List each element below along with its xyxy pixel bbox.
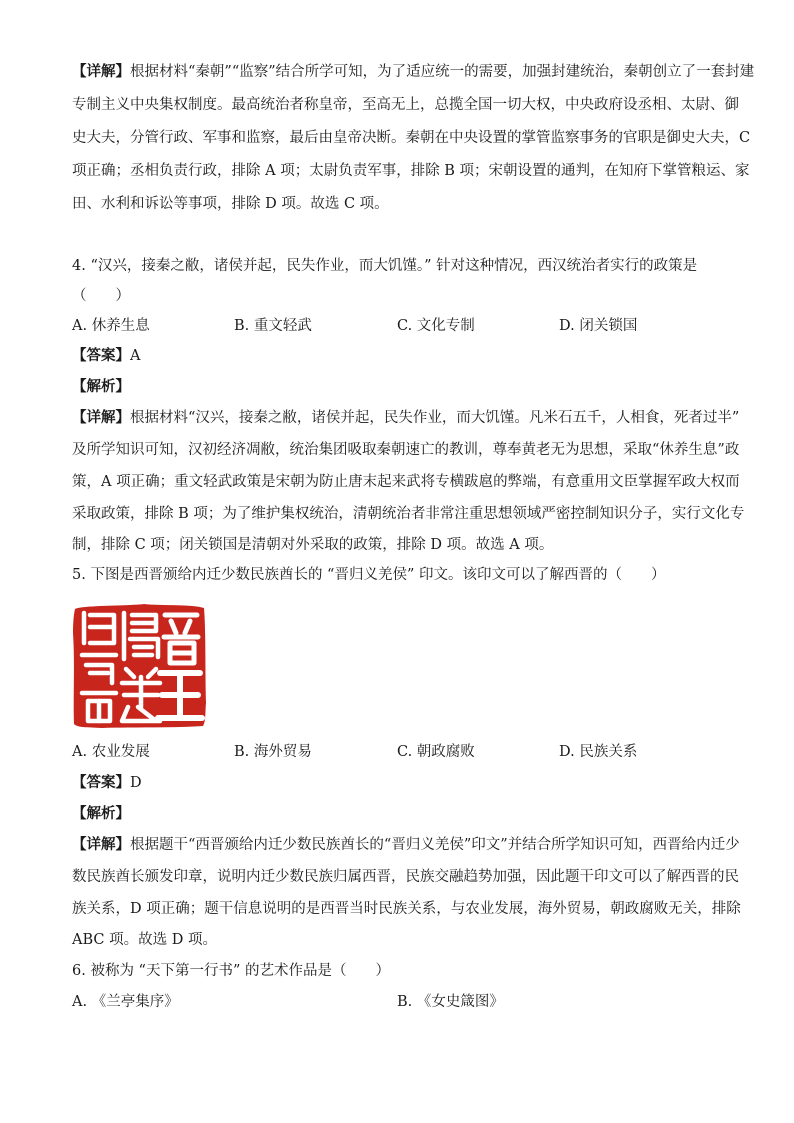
q4-stem-bracket: （ ） [72,288,130,304]
q5-detail-line-3: 族关系，D 项正确；题干信息说明的是西晋当时民族关系，与农业发展，海外贸易，朝政腐败无关，排除 [72,901,741,917]
q5-detail-line-2: 数民族酋长颁发印章，说明内迁少数民族归属西晋，民族交融趋势加强，因此题干印文可以了解西晋的民 [72,869,739,885]
q3-detail-line-3: 史大夫，分管行政、军事和监察，最后由皇帝决断。秦朝在中央设置的掌管监察事务的官职是御史大夫，C [72,130,751,146]
q5-answer-value: D [130,775,142,791]
q3-detail-line-2: 专制主义中央集权制度。最高统治者称皇帝，至高无上，总揽全国一切大权，中央政府设丞相、太尉、御 [72,97,739,113]
q5-option-b: B. 海外贸易 [234,744,312,760]
q4-option-c: C. 文化专制 [397,318,475,334]
q4-detail-line-2: 及所学知识可知，汉初经济凋敝，统治集团吸取秦朝速亡的教训，尊奉黄老无为思想，采取“休养生息”政 [72,442,740,458]
q3-detail-line-4: 项正确；丞相负责行政，排除 A 项；太尉负责军事，排除 B 项；宋朝设置的通判，在知府下掌管粮运、家 [72,163,750,179]
q5-detail-text: 根据题干“西晋颁给内迁少数民族酋长的“晋归义羌侯”印文”并结合所学知识可知，西晋给内迁少 [130,837,740,853]
q4-detail-tag: 【详解】 [72,409,130,426]
q5-option-a: A. 农业发展 [72,744,150,760]
q5-option-d: D. 民族关系 [559,744,638,760]
q4-answer-value: A [130,348,141,364]
q4-detail-line-5: 制，排除 C 项；闭关锁国是清朝对外采取的政策，排除 D 项。故选 A 项。 [72,537,554,553]
q3-detail-line-1 [72,62,755,82]
q3-detail-line-5: 田、水利和诉讼等事项，排除 D 项。故选 C 项。 [72,196,389,212]
q6-option-b: B. 《女史箴图》 [397,994,504,1010]
q4-detail-line-1 [72,408,740,428]
q6-option-a: A. 《兰亭集序》 [72,994,179,1010]
q4-answer [72,346,140,366]
q5-detail-tag: 【详解】 [72,836,130,853]
q4-detail-line-3: 策，A 项正确；重文轻武政策是宋朝为防止唐末起来武将专横跋扈的弊端，有意重用文臣掌握军政大权而 [72,474,740,490]
q4-analysis-tag: 【解析】 [72,378,130,395]
q5-option-c: C. 朝政腐败 [397,744,475,760]
seal-image [72,603,207,729]
q5-detail-line-1 [72,835,740,855]
q5-answer [72,773,142,793]
q4-detail-text: 根据材料“汉兴，接秦之敝，诸侯并起，民失作业，而大饥馑。凡米石五千，人相食，死者过半” [130,410,740,426]
q6-stem: 6. 被称为 “天下第一行书” 的艺术作品是（ ） [72,963,390,979]
q4-answer-tag: 【答案】 [72,347,130,364]
q3-detail-text: 根据材料“秦朝”“监察”结合所学可知，为了适应统一的需要，加强封建统治，秦朝创立了一套封建 [130,64,755,80]
q5-analysis-tag: 【解析】 [72,805,130,822]
q5-stem: 5. 下图是西晋颁给内迁少数民族酋长的 “晋归义羌侯” 印文。该印文可以了解西晋的（ ） [72,567,666,583]
q5-answer-tag: 【答案】 [72,774,130,791]
q4-option-d: D. 闭关锁国 [559,318,638,334]
q4-stem: 4. “汉兴，接秦之敝，诸侯并起，民失作业，而大饥馑。” 针对这种情况，西汉统治者实行的政策是 [72,258,698,274]
q5-detail-line-4: ABC 项。故选 D 项。 [72,932,217,948]
q4-option-b: B. 重文轻武 [234,318,312,334]
q3-detail-tag: 【详解】 [72,63,130,80]
q4-option-a: A. 休养生息 [72,318,150,334]
q4-detail-line-4: 采取政策，排除 B 项；为了维护集权统治，清朝统治者非常注重思想领域严密控制知识分子，实行文化专 [72,506,745,522]
